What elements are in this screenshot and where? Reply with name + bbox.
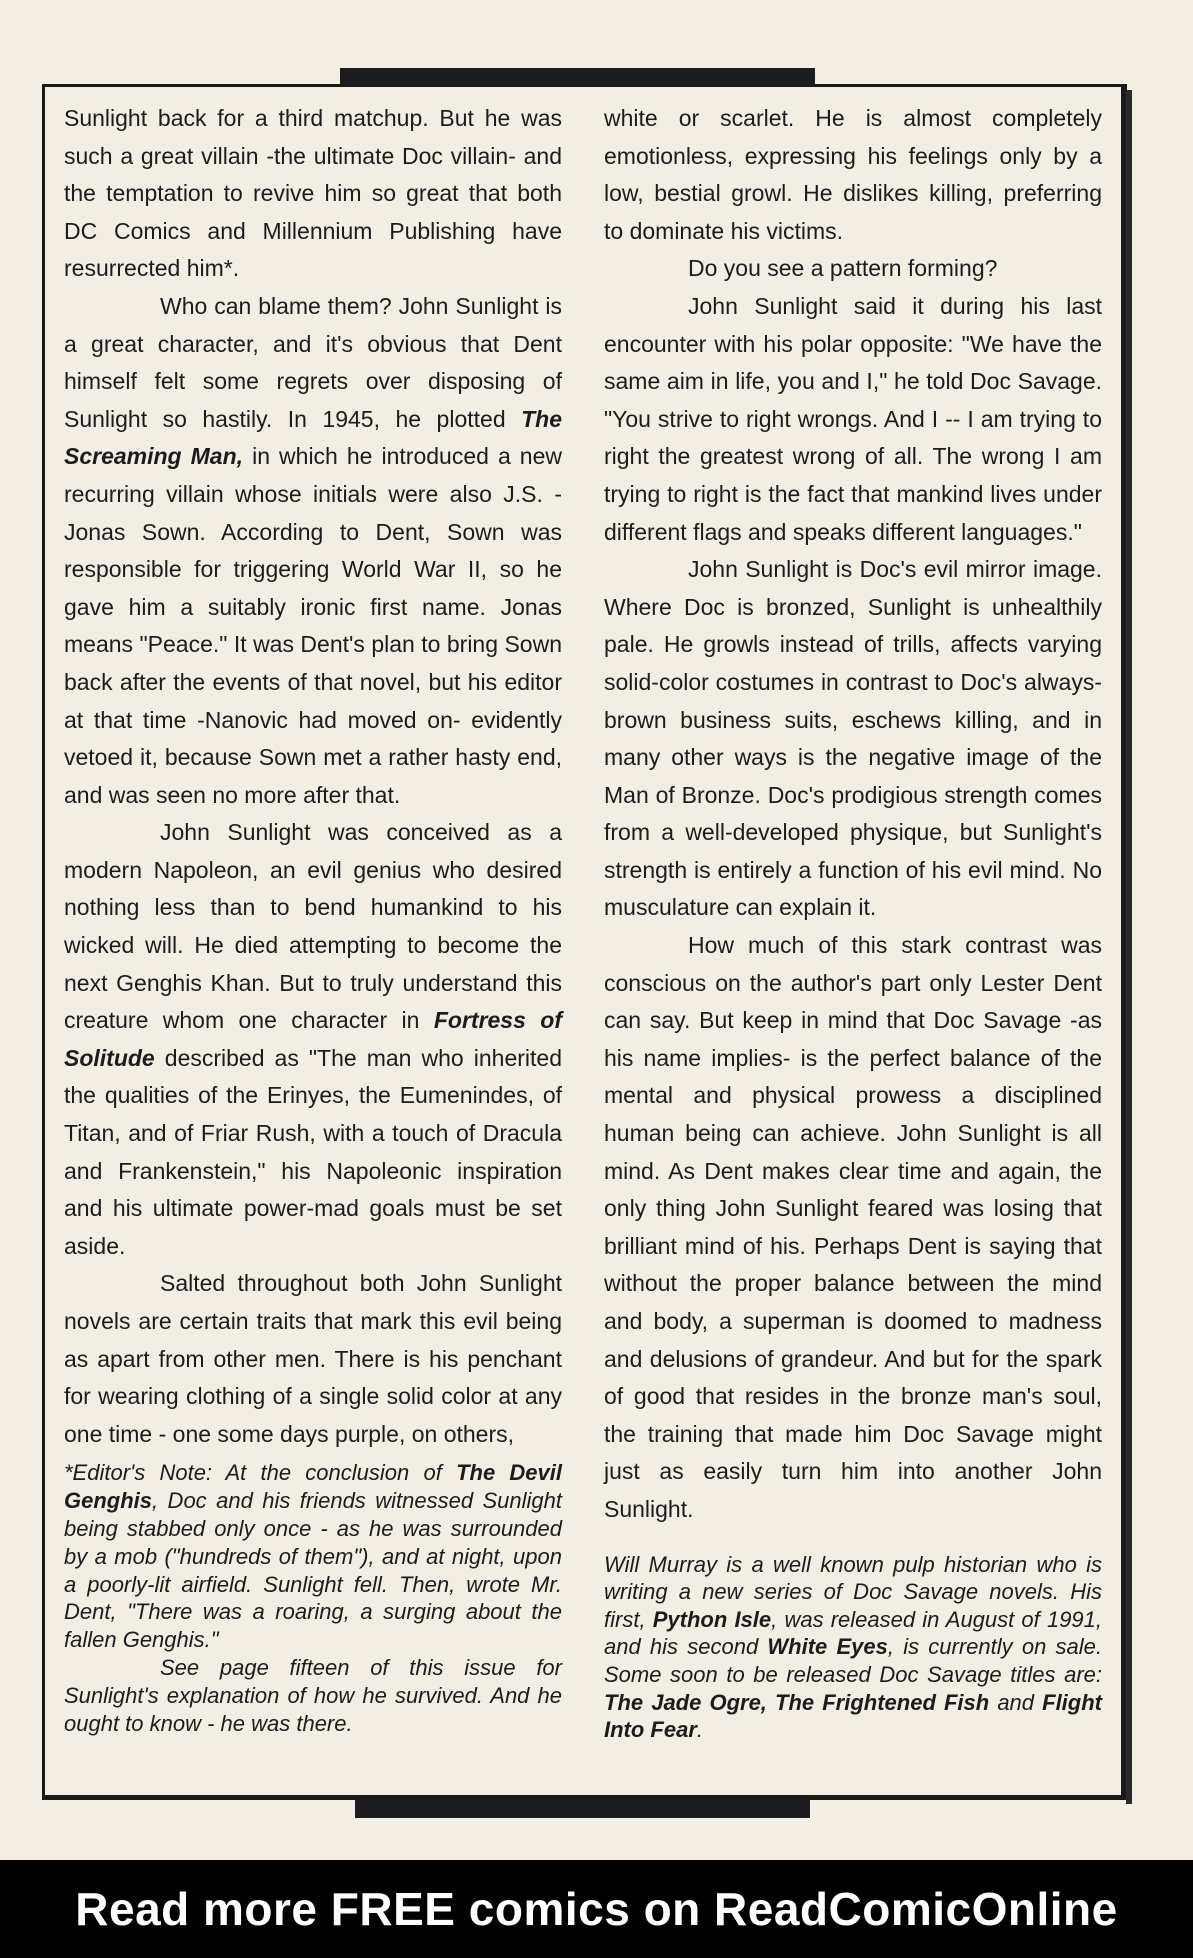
title-white-eyes: White Eyes <box>767 1634 888 1660</box>
title-screaming-man: The Screaming Man, <box>64 405 562 470</box>
banner-text[interactable]: Read more FREE comics on ReadComicOnline <box>75 1883 1118 1935</box>
left-paragraph-2-text-b: in which he introduced a new recurring villain whose initials were also J.S. - Jonas Sown. According to Dent, Sown was responsible for triggering World War II, so he gave him a suitably ironic first name. Jonas means "Peace." It was Dent's plan to bring Sown back after the events of that novel, but his editor at that time -Nanovic had moved on- evidently vetoed it, because Sown met a rather hasty end, and was seen no more after that. <box>64 443 562 808</box>
right-column <box>604 100 1102 1744</box>
left-paragraph-2-text-a: Who can blame them? John Sunlight is a great character, and it's obvious that Dent himself felt some regrets over disposing of Sunlight so hastily. In 1945, he plotted <box>64 292 562 432</box>
editors-note-reference: See page fifteen of this issue for Sunlight's explanation of how he survived. And he ought to know - he was there. <box>64 1654 562 1736</box>
editors-note-text-a: *Editor's Note: At the conclusion of <box>64 1460 457 1486</box>
editors-note-text-b: , Doc and his friends witnessed Sunlight being stabbed only once - as he was surrounded by a mob ("hundreds of them"), and at night, upon a poorly-lit airfield. Sunlight fell. Then, wrote Mr. Dent, "There was a roaring, a surging about the fallen Genghis." <box>64 1488 562 1653</box>
editors-note-body <box>64 1459 562 1654</box>
title-flight-into-fear: Flight Into Fear <box>604 1689 1102 1743</box>
editors-note <box>64 1459 562 1737</box>
author-bio-text-b: , was released in August of 1991, and his second <box>604 1606 1103 1660</box>
left-column <box>64 100 562 1737</box>
right-paragraph-2: Do you see a pattern forming? <box>688 255 998 282</box>
left-paragraph-3-text-a: John Sunlight was conceived as a modern Napoleon, an evil genius who desired nothing less than to bend humankind to his wicked will. He died attempting to become the next Genghis Khan. But to truly understand this creature whom one character in <box>64 819 562 1034</box>
left-paragraph-1: Sunlight back for a third matchup. But he was such a great villain -the ultimate Doc villain- and the temptation to revive him so great that both DC Comics and Millennium Publishing have resurrected him*. <box>64 105 562 282</box>
frame-shadow <box>1126 90 1132 1804</box>
left-paragraph-3-text-b: described as "The man who inherited the qualities of the Erinyes, the Eumenindes, of Titan, and of Friar Rush, with a touch of Dracula and Frankenstein," his Napoleonic inspiration and his ultimate power-mad goals must be set aside. <box>64 1044 562 1259</box>
author-bio-text-d: and <box>989 1689 1043 1715</box>
title-python-isle: Python Isle <box>652 1606 772 1632</box>
left-paragraph-2 <box>64 288 562 814</box>
site-banner[interactable] <box>0 1860 1193 1958</box>
right-paragraph-4: John Sunlight is Doc's evil mirror image. Where Doc is bronzed, Sunlight is unhealthily pale. He growls instead of trills, affects varying solid-color costumes in contrast to Doc's always-brown business suits, eschews killing, and in many other ways is the negative image of the Man of Bronze. Doc's prodigious strength comes from a well-developed physique, but Sunlight's strength is entirely a function of his evil mind. No musculature can explain it. <box>604 556 1102 921</box>
right-paragraph-1: white or scarlet. He is almost completely emotionless, expressing his feelings only by a low, bestial growl. He dislikes killing, preferring to dominate his victims. <box>604 105 1102 244</box>
title-fortress-of-solitude: Fortress of Solitude <box>64 1007 562 1071</box>
right-paragraph-5: How much of this stark contrast was conscious on the author's part only Lester Dent can say. But keep in mind that Doc Savage -as his name implies- is the perfect balance of the mental and physical prowess a disciplined human being can achieve. John Sunlight is all mind. As Dent makes clear time and again, the only thing John Sunlight feared was losing that brilliant mind of his. Perhaps Dent is saying that without the proper balance between the mind and body, a superman is doomed to madness and delusions of grandeur. And but for the spark of good that resides in the bronze man's soul, the training that made him Doc Savage might just as easily turn him into another John Sunlight. <box>604 932 1102 1522</box>
left-paragraph-3 <box>64 814 562 1265</box>
author-bio-text-c: , is currently on sale. Some soon to be released Doc Savage titles are: <box>604 1634 1103 1687</box>
title-jade-ogre-frightened-fish: The Jade Ogre, The Frightened Fish <box>604 1689 990 1715</box>
right-paragraph-3: John Sunlight said it during his last encounter with his polar opposite: "We have the same aim in life, you and I," he told Doc Savage. "You strive to right wrongs. And I -- I am trying to right the greatest wrong of all. The wrong I am trying to right is the fact that mankind lives under different flags and speaks different languages." <box>604 292 1102 545</box>
author-bio-text-e: . <box>696 1717 704 1743</box>
bottom-decorative-bar <box>355 1798 810 1818</box>
left-paragraph-4: Salted throughout both John Sunlight novels are certain traits that mark this evil being as apart from other men. There is his penchant for wearing clothing of a single solid color at any one time - one some days purple, on others, <box>64 1270 562 1447</box>
author-bio-text-a: Will Murray is a well known pulp historian who is writing a new series of Doc Savage novels. His first, <box>604 1551 1102 1632</box>
author-bio <box>604 1551 1102 1744</box>
title-devil-genghis: The Devil Genghis <box>64 1460 563 1514</box>
